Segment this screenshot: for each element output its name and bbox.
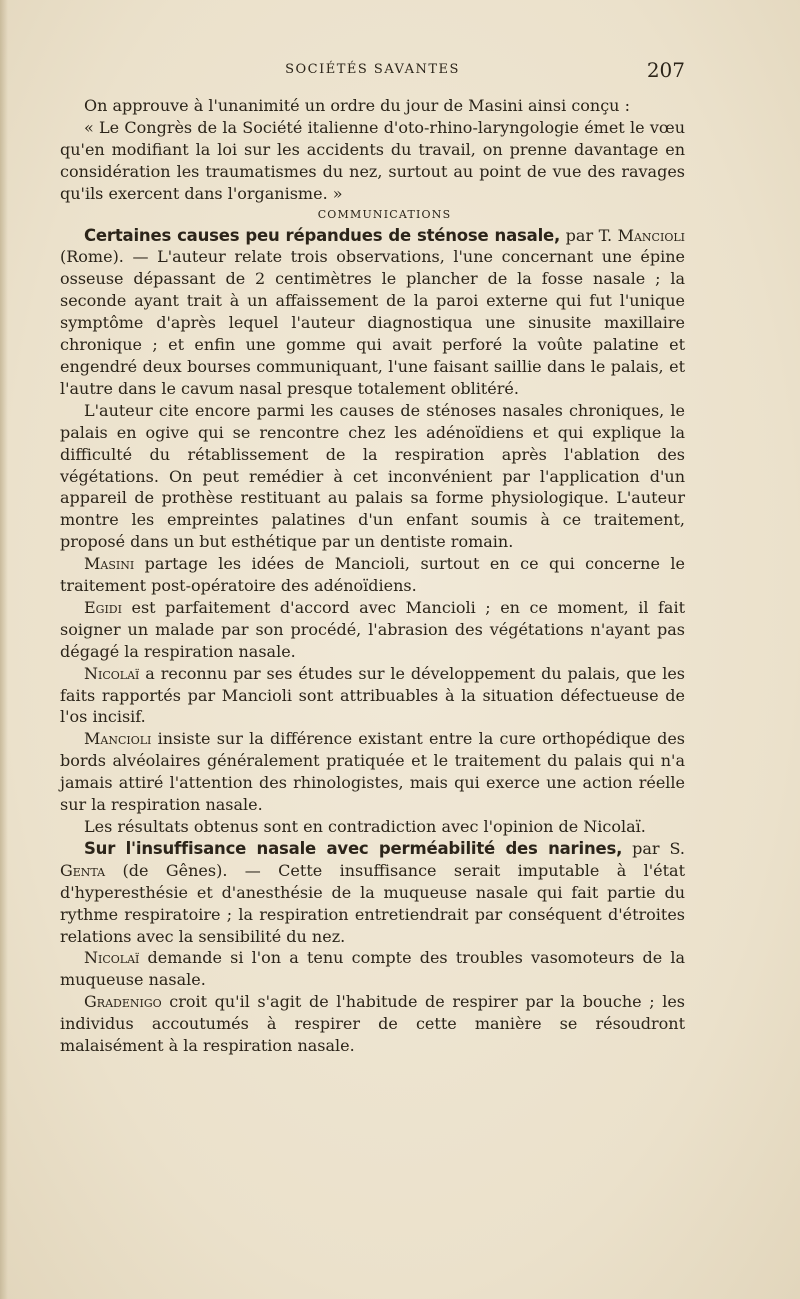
paragraph-communication-stenose — [60, 225, 685, 400]
page-body — [60, 95, 685, 1057]
paragraph-text: demande si l'on a tenu compte des troubles vasomoteurs de la muqueuse nasale. — [60, 948, 685, 990]
paragraph-nicolai-2 — [60, 947, 685, 991]
paragraph-masini — [60, 553, 685, 597]
section-heading: COMMUNICATIONS — [317, 207, 452, 221]
paragraph-text: a reconnu par ses études sur le développement du palais, que les faits rapportés par Mancioli sont attribuables à la situation défectueuse de l'os incisif. — [60, 663, 685, 727]
speaker-name: Mancioli — [84, 729, 152, 749]
byline-prefix: par S. — [622, 838, 685, 858]
speaker-name: Masini — [84, 554, 135, 574]
paragraph-approval: On approuve à l'unanimité un ordre du jour de Masini ainsi conçu : — [84, 96, 630, 115]
speaker-name: Gradenigo — [84, 992, 162, 1012]
paragraph-text: croit qu'il s'agit de l'habitude de respirer par la bouche ; les individus accoutumés à respirer de cette manière se résoudront malaisément à la respiration nasale. — [60, 992, 685, 1056]
speaker-name: Nicolaï — [84, 663, 140, 683]
paragraph-mancioli — [60, 728, 685, 816]
paragraph-resolution-quote: « Le Congrès de la Société italienne d'oto-rhino-laryngologie émet le vœu qu'en modifiant la loi sur les accidents du travail, on prenne davantage en considération les traumatismes du nez, surtout au point de vue des ravages qu'ils exercent dans l'organisme. » — [60, 117, 685, 203]
byline-prefix: par T. — [560, 225, 618, 245]
running-title: SOCIÉTÉS SAVANTES — [285, 62, 460, 77]
author-name: Mancioli — [617, 225, 685, 245]
author-name: Genta — [60, 860, 106, 880]
paragraph-text: insiste sur la différence existant entre la cure orthopédique des bords alvéolaires généralement pratiquée et le traitement du palais qui n'a jamais attiré l'attention des rhinologistes, mais qui exerce une action réelle sur la respiration nasale. — [60, 729, 685, 815]
page-header — [60, 58, 685, 84]
page-number: 207 — [646, 58, 685, 82]
speaker-name: Nicolaï — [84, 948, 140, 968]
paragraph-text: (de Gênes). — Cette insuffisance serait imputable à l'état d'hyperesthésie et d'anesthésie de la muqueuse nasale qui fait partie du rythme respiratoire ; la respiration entretiendrait par conséquent d'étroites relations avec la sensibilité du nez. — [60, 860, 685, 946]
paragraph-communication-insuffisance — [60, 838, 685, 948]
paragraph-nicolai — [60, 663, 685, 729]
paragraph-gradenigo — [60, 991, 685, 1057]
paragraph-resultats: Les résultats obtenus sont en contradiction avec l'opinion de Nicolaï. — [84, 817, 646, 836]
paragraph-text: est parfaitement d'accord avec Mancioli ; en ce moment, il fait soigner un malade par son procédé, l'abrasion des végétations n'ayant pas dégagé la respiration nasale. — [60, 597, 685, 661]
paragraph-text: partage les idées de Mancioli, surtout en ce qui concerne le traitement post-opératoire des adénoïdiens. — [60, 554, 685, 596]
paragraph-text: (Rome). — L'auteur relate trois observations, l'une concernant une épine osseuse dépassant de 2 centimètres le plancher de la fosse nasale ; la seconde ayant trait à un affaissement de la paroi externe qui fut l'unique symptôme d'après lequel l'auteur diagnostiqua une sinusite maxillaire chronique ; et enfin une gomme qui avait perforé la voûte palatine et engendré deux bourses communiquant, l'une faisant saillie dans le palais, et l'autre dans le cavum nasal presque totalement oblitéré. — [60, 247, 685, 398]
communication-title: Certaines causes peu répandues de sténose nasale, — [84, 225, 561, 245]
communication-title: Sur l'insuffisance nasale avec perméabilité des narines, — [84, 838, 623, 858]
paragraph-palais-ogive: L'auteur cite encore parmi les causes de sténoses nasales chroniques, le palais en ogive qui se rencontre chez les adénoïdiens et qui explique la difficulté du rétablissement de la respiration après l'ablation des végétations. On peut remédier à cet inconvénient par l'application d'un appareil de prothèse restituant au palais sa forme physiologique. L'auteur montre les empreintes palatines d'un enfant soumis à ce traitement, proposé dans un but esthétique par un dentiste romain. — [60, 400, 685, 552]
speaker-name: Egidi — [84, 597, 122, 617]
paragraph-egidi — [60, 597, 685, 663]
